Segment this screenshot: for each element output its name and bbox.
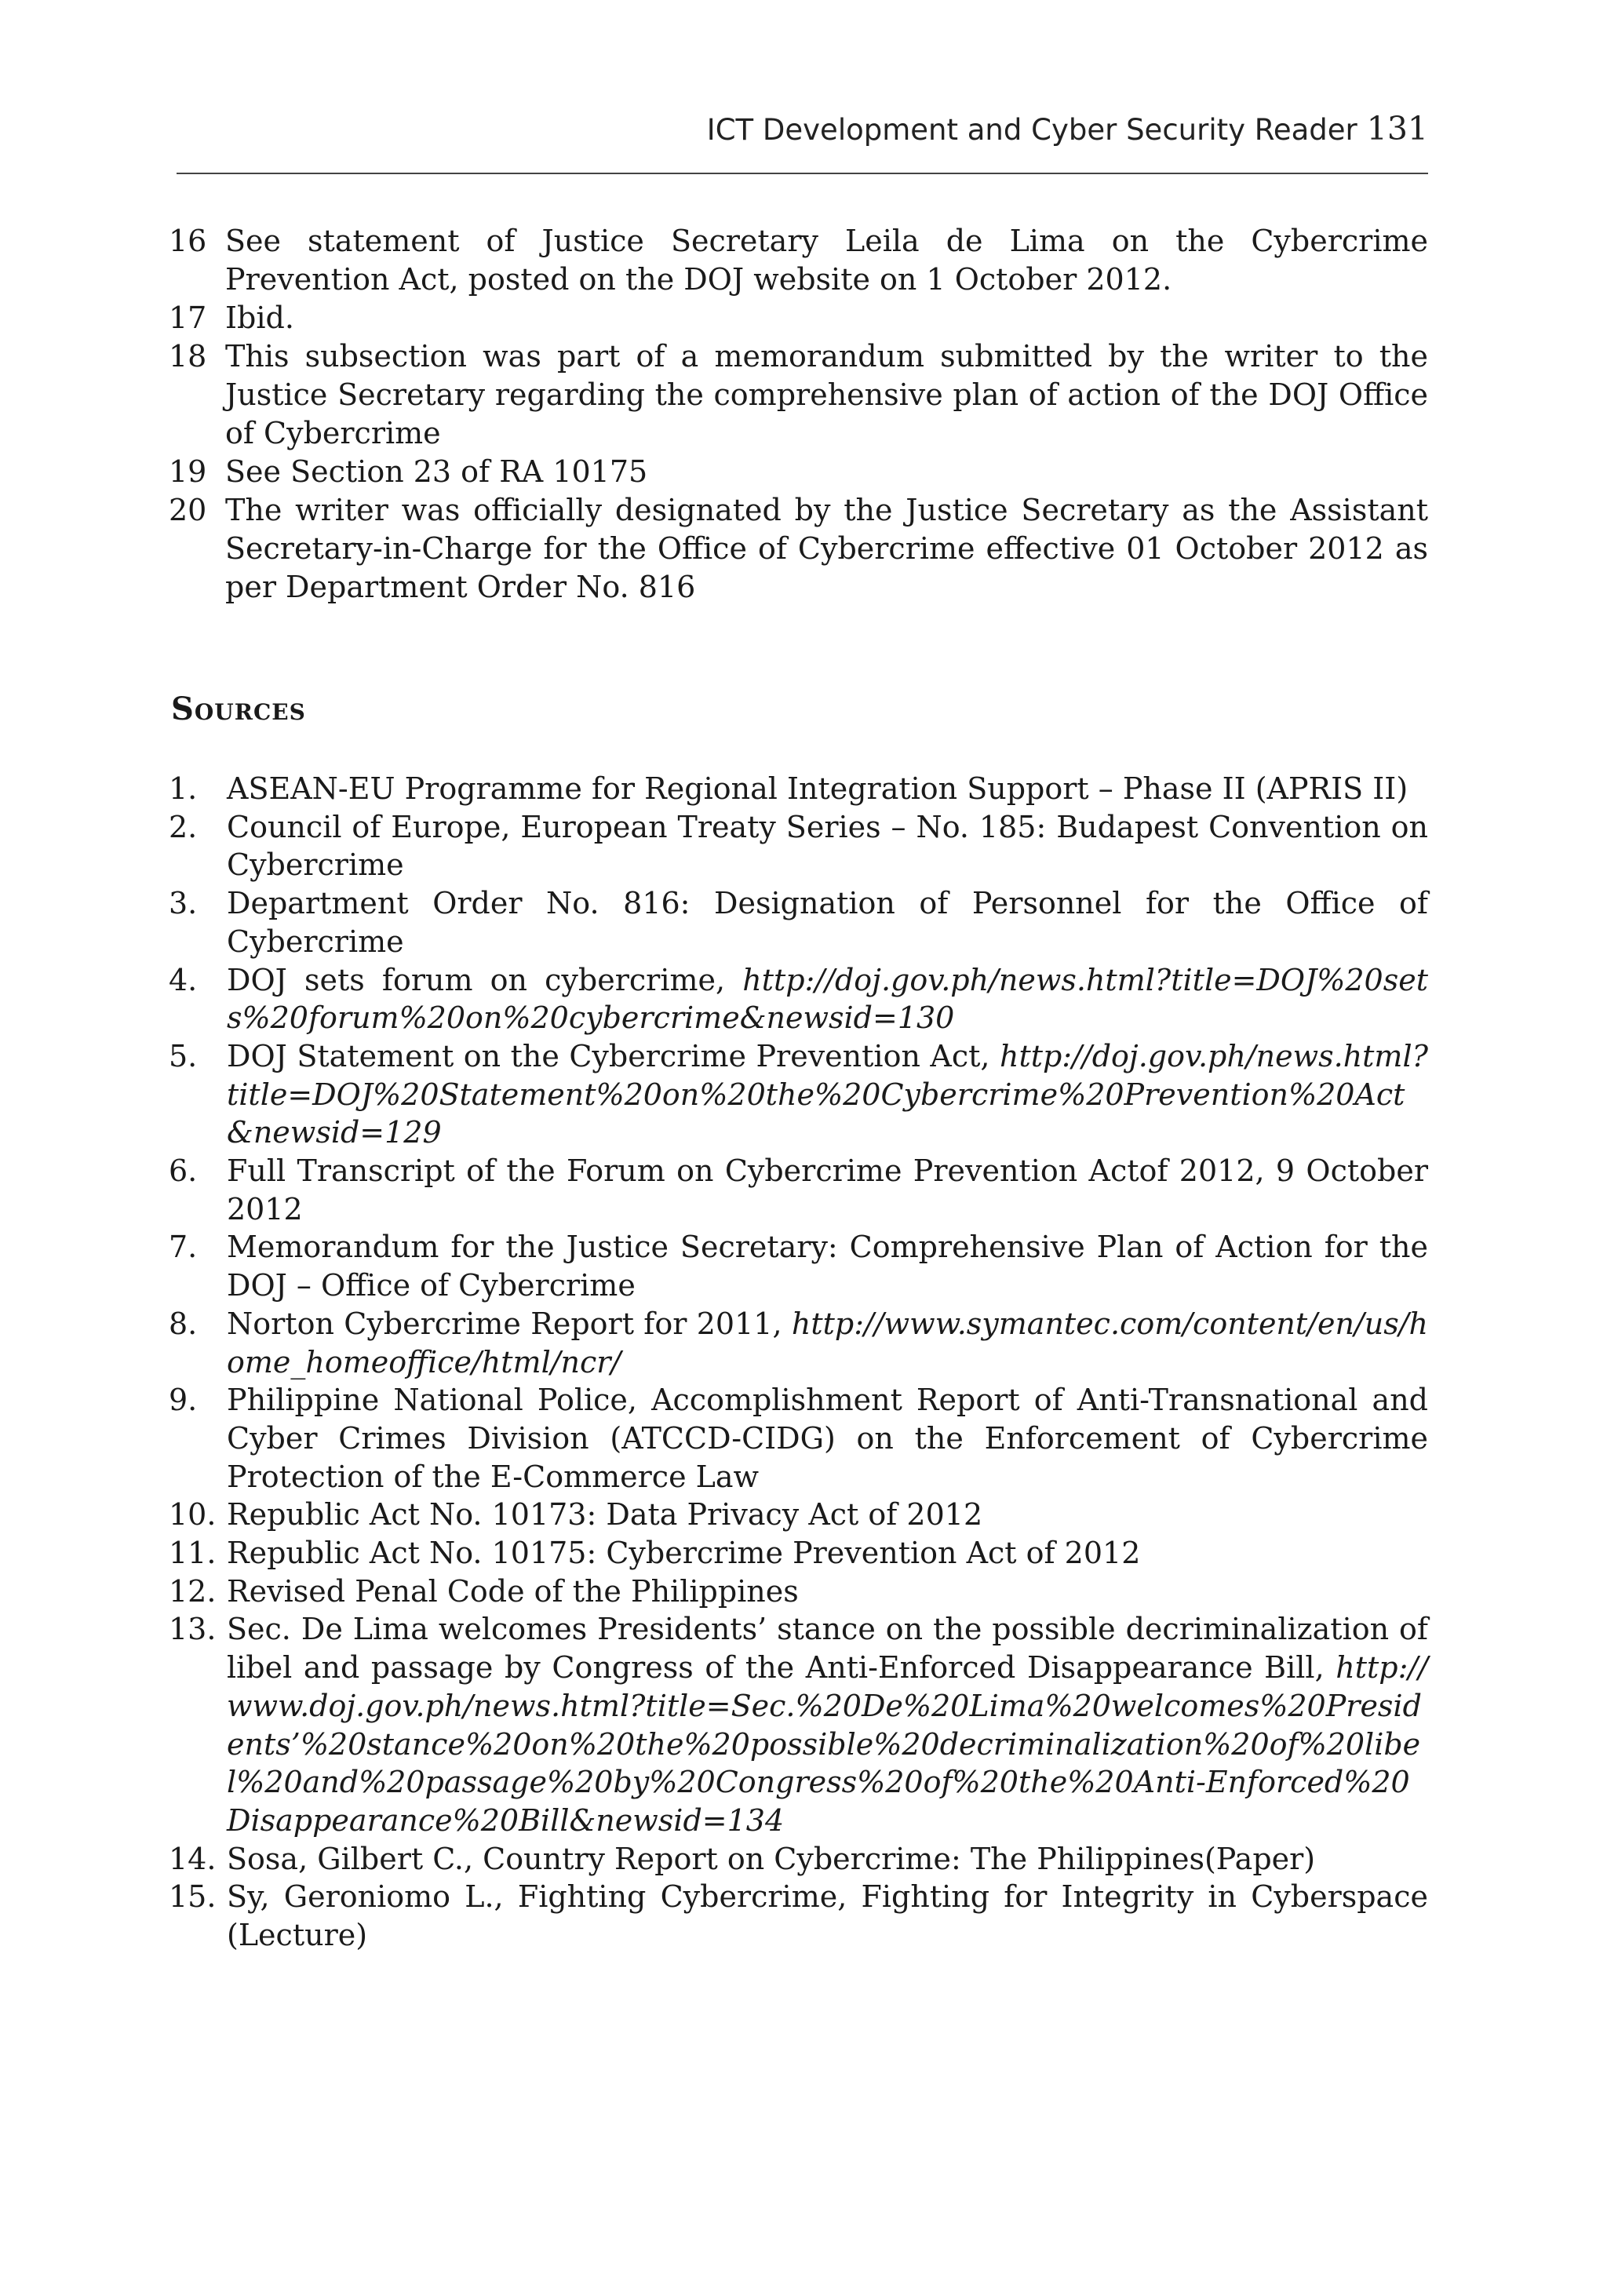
endnote-text: See Section 23 of RA 10175: [225, 454, 648, 489]
source-number: 9.: [169, 1383, 198, 1418]
source-title: Sec. De Lima welcomes Presidents’ stance on the possible decriminalization of libel and passage by Congress of the Anti-Enforced Disappearance Bill,: [227, 1612, 1428, 1686]
source-item: [169, 808, 1428, 884]
source-item: [169, 961, 1428, 1037]
source-number: 5.: [169, 1038, 198, 1073]
endnote-number: 20: [169, 493, 207, 527]
source-url-link[interactable]: http://www.symantec.com/content/en/us/home_homeoffice/html/ncr/: [227, 1306, 1428, 1379]
source-number: 6.: [169, 1153, 198, 1189]
running-title: ICT Development and Cyber Security Reader: [706, 113, 1357, 147]
source-text: [227, 1610, 1428, 1839]
endnote-number: 18: [169, 339, 207, 374]
source-text: [227, 1305, 1428, 1381]
source-text: [227, 1534, 1428, 1573]
source-text: [227, 808, 1428, 884]
source-item: [169, 1840, 1428, 1879]
source-number: 4.: [169, 962, 198, 997]
source-url-link[interactable]: http://doj.gov.ph/news.html?title=DOJ%20Statement%20on%20the%20Cybercrime%20Prevention%20Act&newsid=129: [227, 1038, 1428, 1150]
source-title: Full Transcript of the Forum on Cybercrime Prevention Actof 2012, 9 October 2012: [227, 1153, 1428, 1226]
source-text: [227, 1228, 1428, 1304]
source-title: Republic Act No. 10175: Cybercrime Prevention Act of 2012: [227, 1536, 1141, 1571]
source-item: [169, 1534, 1428, 1573]
source-text: [227, 770, 1428, 808]
source-item: [169, 770, 1428, 808]
source-number: 13.: [169, 1612, 217, 1647]
source-item: [169, 1037, 1428, 1152]
endnote-number: 16: [169, 224, 207, 258]
endnote-text: This subsection was part of a memorandum submitted by the writer to the Justice Secretary regarding the comprehensive plan of action of the DOJ Office of Cybercrime: [225, 339, 1428, 450]
endnote-number: 17: [169, 301, 207, 335]
source-item: [169, 1573, 1428, 1611]
endnote-text: See statement of Justice Secretary Leila de Lima on the Cybercrime Prevention Act, posted on the DOJ website on 1 October 2012.: [225, 224, 1428, 297]
source-text: [227, 961, 1428, 1037]
endnote-item: [169, 453, 1428, 491]
source-title: Revised Penal Code of the Philippines: [227, 1573, 799, 1609]
source-title: Philippine National Police, Accomplishment Report of Anti-Transnational and Cyber Crimes Division (ATCCD-CIDG) on the Enforcement of Cybercrime Protection of the E-Commerce Law: [227, 1383, 1428, 1494]
source-text: [227, 1381, 1428, 1496]
source-item: [169, 1496, 1428, 1534]
source-number: 14.: [169, 1841, 217, 1876]
source-text: [227, 1496, 1428, 1534]
source-number: 7.: [169, 1230, 198, 1265]
endnote-item: [169, 337, 1428, 453]
sources-list: [169, 770, 1428, 1955]
source-number: 8.: [169, 1306, 198, 1341]
source-item: [169, 1610, 1428, 1839]
source-title: DOJ sets forum on cybercrime,: [227, 962, 743, 997]
source-title: DOJ Statement on the Cybercrime Prevention Act,: [227, 1038, 1000, 1073]
endnote-item: [169, 491, 1428, 607]
source-number: 1.: [169, 771, 198, 806]
endnote-item: [169, 299, 1428, 337]
source-title: Memorandum for the Justice Secretary: Comprehensive Plan of Action for the DOJ – Office of Cybercrime: [227, 1230, 1428, 1303]
source-text: [227, 1573, 1428, 1611]
source-number: 10.: [169, 1497, 217, 1532]
source-title: Department Order No. 816: Designation of Personnel for the Office of Cybercrime: [227, 886, 1428, 959]
source-text: [227, 884, 1428, 960]
source-url-link[interactable]: http://doj.gov.ph/news.html?title=DOJ%20sets%20forum%20on%20cybercrime&newsid=130: [227, 962, 1428, 1036]
endnote-number: 19: [169, 454, 207, 489]
source-title: Norton Cybercrime Report for 2011,: [227, 1306, 792, 1341]
header-rule: [177, 173, 1428, 174]
source-item: [169, 1381, 1428, 1496]
source-number: 11.: [169, 1536, 217, 1571]
source-number: 15.: [169, 1879, 217, 1915]
endnote-text: The writer was officially designated by the Justice Secretary as the Assistant Secretary-in-Charge for the Office of Cybercrime effective 01 October 2012 as per Department Order No. 816: [225, 493, 1428, 604]
source-item: [169, 1228, 1428, 1304]
running-header: [177, 110, 1428, 157]
source-item: [169, 1878, 1428, 1954]
source-number: 12.: [169, 1573, 217, 1609]
source-text: [227, 1840, 1428, 1879]
source-item: [169, 1152, 1428, 1228]
source-item: [169, 1305, 1428, 1381]
source-number: 3.: [169, 886, 198, 921]
source-title: Council of Europe, European Treaty Series – No. 185: Budapest Convention on Cybercrime: [227, 809, 1428, 883]
source-title: Sosa, Gilbert C., Country Report on Cybercrime: The Philippines(Paper): [227, 1841, 1316, 1876]
source-text: [227, 1878, 1428, 1954]
source-title: Sy, Geroniomo L., Fighting Cybercrime, Fighting for Integrity in Cyberspace (Lecture): [227, 1879, 1428, 1953]
source-title: ASEAN-EU Programme for Regional Integration Support – Phase II (APRIS II): [227, 771, 1408, 806]
source-title: Republic Act No. 10173: Data Privacy Act of 2012: [227, 1497, 983, 1532]
source-text: [227, 1152, 1428, 1228]
endnote-text: Ibid.: [225, 301, 294, 335]
source-url-link[interactable]: http://www.doj.gov.ph/news.html?title=Sec.%20De%20Lima%20welcomes%20Presidents’%20stance%20on%20the%20possible%20decriminalization%20of%20libel%20and%20passage%20by%20Congress%20of%20the%20Anti-Enforced%20Disappearance%20Bill&newsid=134: [227, 1650, 1428, 1838]
source-text: [227, 1037, 1428, 1152]
endnotes-list: [169, 222, 1428, 607]
page-number: 131: [1366, 110, 1428, 148]
endnote-item: [169, 222, 1428, 299]
source-number: 2.: [169, 809, 198, 844]
source-item: [169, 884, 1428, 960]
sources-heading: Sources: [171, 691, 306, 727]
